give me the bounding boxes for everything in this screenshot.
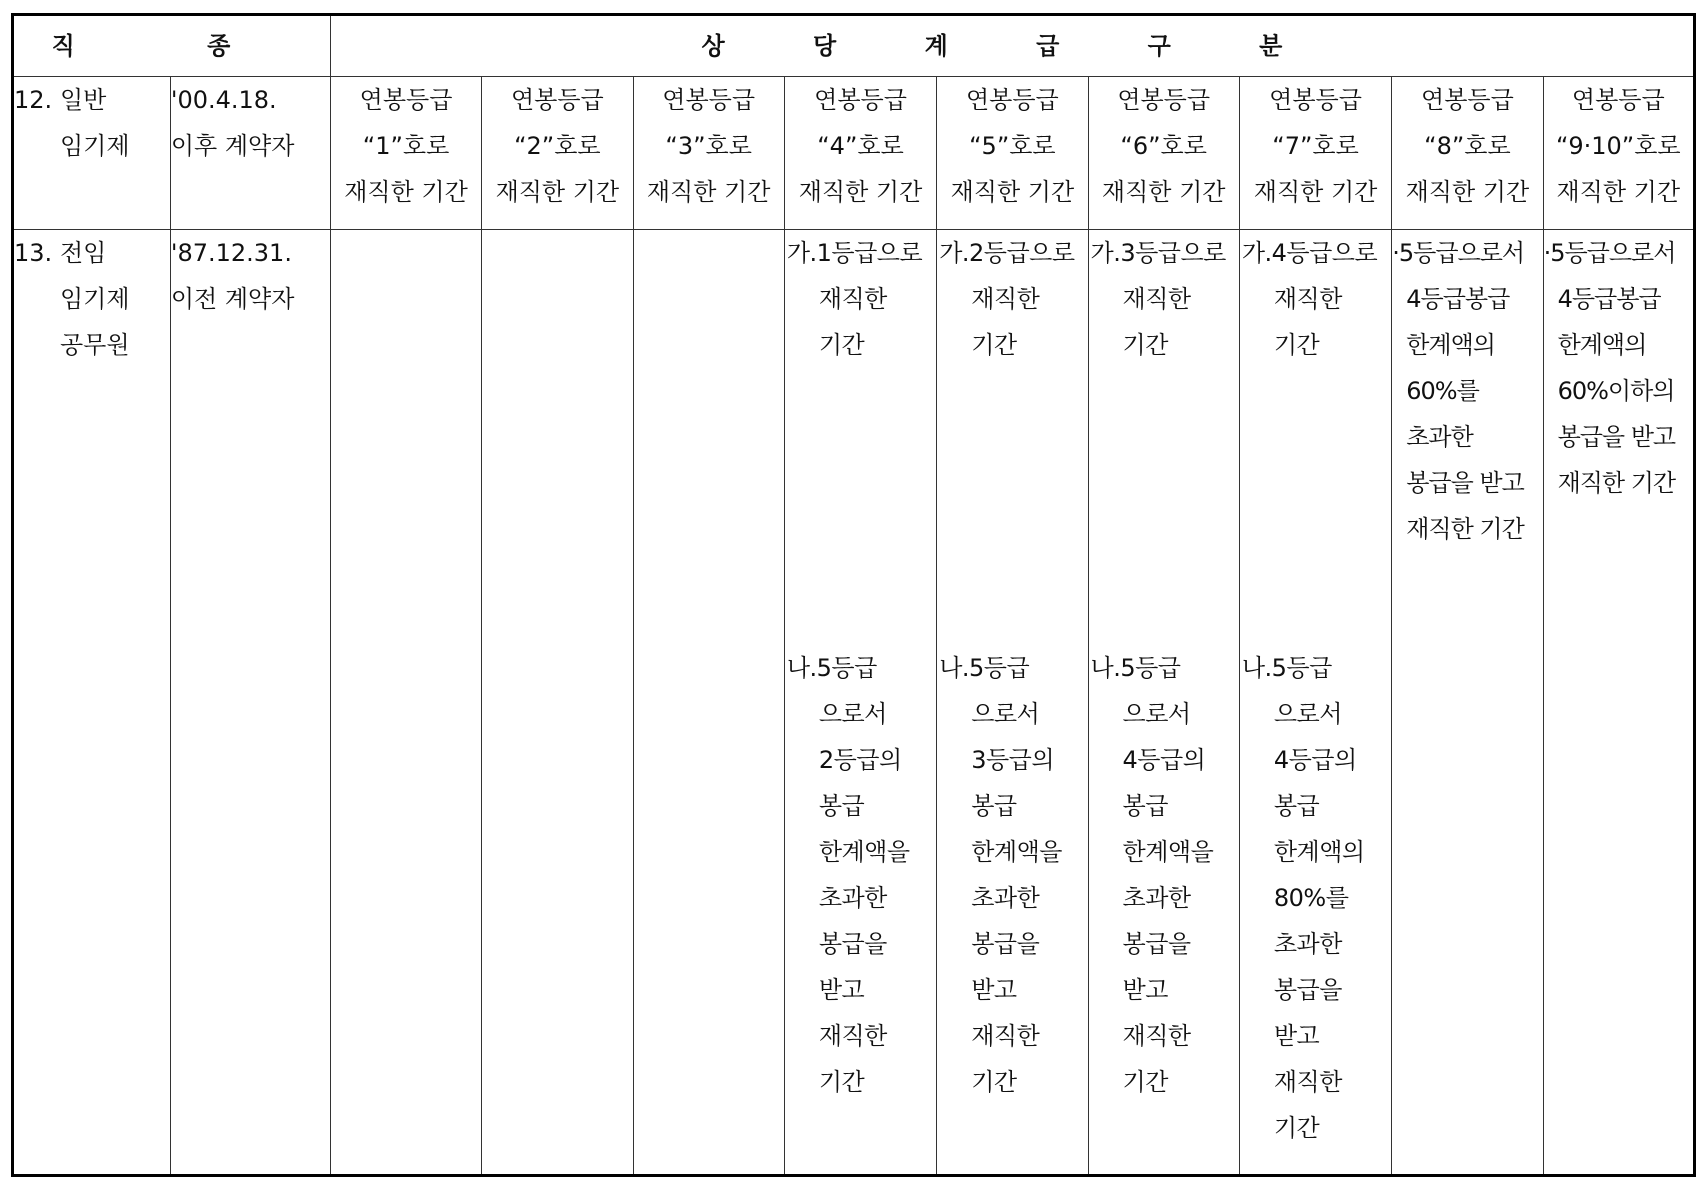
row13-grade-5 [937,230,1088,1176]
row13-grade-9-10: ·5등급으로서 4등급봉급 한계액의 60%이하의 봉급을 받고 재직한 기간 [1543,230,1694,1176]
row12-grade-7: 연봉등급 “7”호로 재직한 기간 [1239,77,1391,230]
row13-grade-6 [1088,230,1239,1176]
row13-contract-date [170,230,330,1176]
row13-grade-5-item-a: 가.2등급으로 재직한 기간 [939,239,1075,359]
header-job-type: 직 종 [13,15,331,77]
row13-date-line1: '87.12.31. [170,239,292,267]
row12-contract-date [170,77,330,230]
row12-date-line2: 이후 계약자 [170,132,295,160]
row13-category-line3: 공무원 [60,331,130,359]
table-row-12 [13,77,1695,230]
row12-category [13,77,171,230]
row13-empty-grade-3 [633,230,784,1176]
row13-grade-5-item-b: 나.5등급 으로서 3등급의 봉급 한계액을 초과한 봉급을 받고 재직한 기간 [939,654,1062,1096]
row12-grade-6: 연봉등급 “6”호로 재직한 기간 [1088,77,1239,230]
row13-grade-4-item-b: 나.5등급 으로서 2등급의 봉급 한계액을 초과한 봉급을 받고 재직한 기간 [786,654,910,1096]
table-header-row [13,15,1695,77]
row12-grade-2: 연봉등급 “2”호로 재직한 기간 [482,77,633,230]
row13-number: 13. [14,239,53,267]
row12-grade-1: 연봉등급 “1”호로 재직한 기간 [330,77,481,230]
row13-grade-4-item-a: 가.1등급으로 재직한 기간 [786,239,923,359]
row12-category-line2: 임기제 [60,132,130,160]
row12-grade-3: 연봉등급 “3”호로 재직한 기간 [633,77,784,230]
row12-grade-8: 연봉등급 “8”호로 재직한 기간 [1392,77,1543,230]
row12-number: 12. [14,86,53,114]
row13-empty-grade-1 [330,230,481,1176]
row12-grade-9-10: 연봉등급 “9·10”호로 재직한 기간 [1543,77,1694,230]
row13-grade-8: ·5등급으로서 4등급봉급 한계액의 60%를 초과한 봉급을 받고 재직한 기간 [1392,230,1543,1176]
row12-date-line1: '00.4.18. [170,86,277,114]
row13-category-line1: 전임 [60,239,107,267]
header-rank-classification: 상 당 계 급 구 분 [330,15,1694,77]
row13-date-line2: 이전 계약자 [170,285,295,313]
row13-grade-6-item-b: 나.5등급 으로서 4등급의 봉급 한계액을 초과한 봉급을 받고 재직한 기간 [1090,654,1214,1096]
row13-grade-7 [1239,230,1391,1176]
rank-equivalence-table [11,13,1696,1177]
row13-grade-7-item-b: 나.5등급 으로서 4등급의 봉급 한계액의 80%를 초과한 봉급을 받고 재직한 기간 [1241,654,1365,1142]
row13-grade-4 [784,230,936,1176]
row12-category-line1: 일반 [60,86,107,114]
row13-grade-7-item-a: 가.4등급으로 재직한 기간 [1241,239,1378,359]
table-row-13 [13,230,1695,1176]
row12-grade-4: 연봉등급 “4”호로 재직한 기간 [784,77,936,230]
row12-grade-5: 연봉등급 “5”호로 재직한 기간 [937,77,1088,230]
row13-category [13,230,171,1176]
row13-category-line2: 임기제 [60,285,130,313]
row13-grade-6-item-a: 가.3등급으로 재직한 기간 [1090,239,1226,359]
row13-empty-grade-2 [482,230,633,1176]
